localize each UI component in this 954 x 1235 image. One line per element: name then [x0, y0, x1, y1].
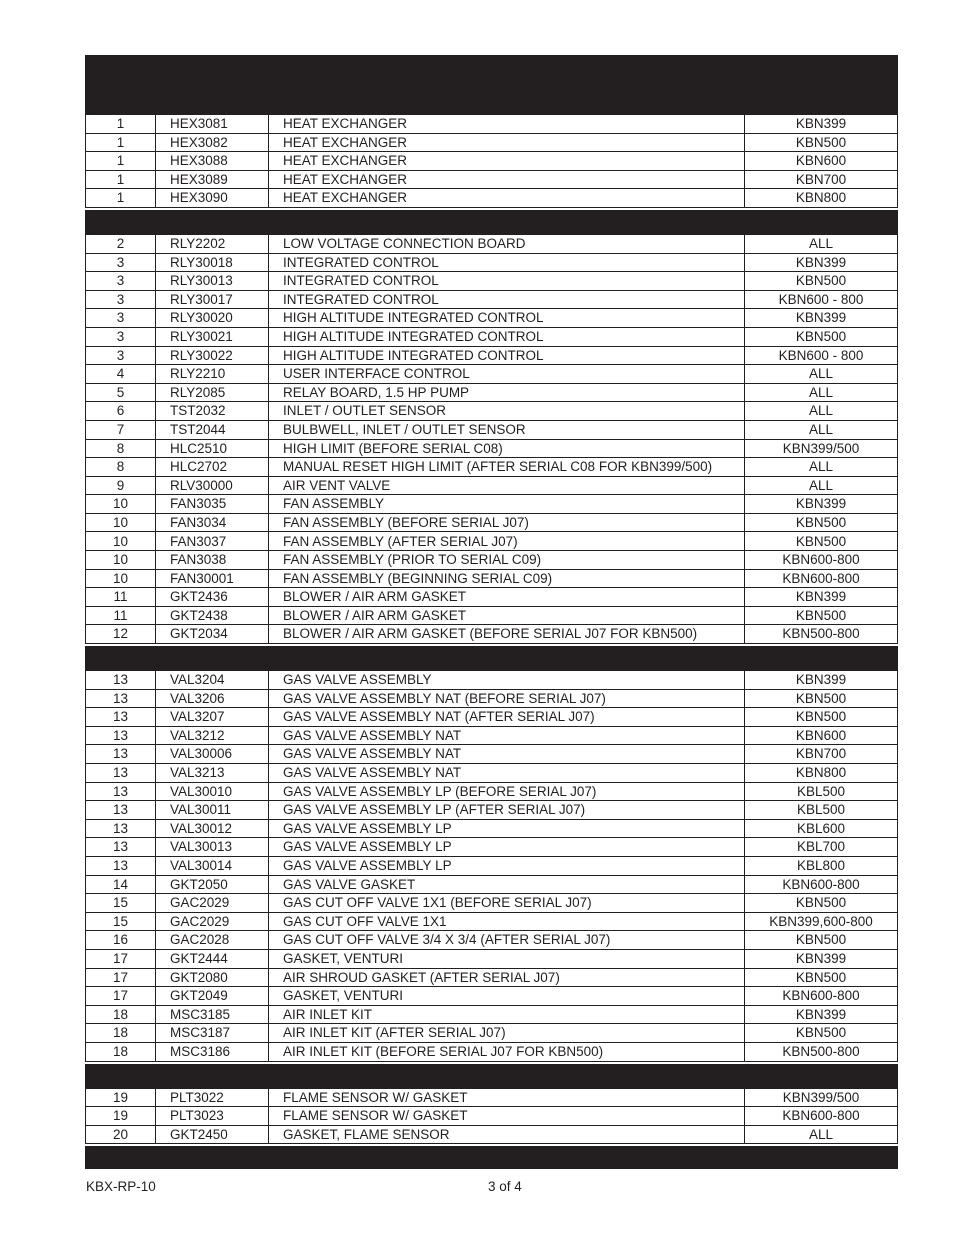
item-number-cell: 13: [86, 726, 156, 745]
model-cell: KBN700: [745, 745, 898, 764]
model-cell: KBN500: [745, 708, 898, 727]
table-row: [86, 327, 898, 346]
table-row: [86, 838, 898, 857]
item-number-cell: 3: [86, 309, 156, 328]
item-number-cell: 12: [86, 625, 156, 644]
item-number-cell: 3: [86, 290, 156, 309]
item-number-cell: 13: [86, 838, 156, 857]
model-cell: KBN399: [745, 495, 898, 514]
item-number-cell: 15: [86, 894, 156, 913]
part-number-cell: RLY2085: [156, 383, 269, 402]
table-row: [86, 1005, 898, 1024]
section-header-bar: [86, 91, 898, 115]
part-number-cell: VAL30013: [156, 838, 269, 857]
section-header-bar: [86, 1064, 898, 1088]
item-number-cell: 18: [86, 1042, 156, 1061]
item-number-cell: 13: [86, 801, 156, 820]
item-number-cell: 7: [86, 420, 156, 439]
table-row: [86, 764, 898, 783]
item-number-cell: 4: [86, 365, 156, 384]
model-cell: KBL600: [745, 819, 898, 838]
table-row: [86, 253, 898, 272]
item-number-cell: 16: [86, 931, 156, 950]
description-cell: HEAT EXCHANGER: [269, 189, 745, 208]
item-number-cell: 10: [86, 569, 156, 588]
part-number-cell: RLV30000: [156, 476, 269, 495]
part-number-cell: VAL30010: [156, 782, 269, 801]
model-cell: KBN500: [745, 133, 898, 152]
model-cell: KBN800: [745, 764, 898, 783]
table-row: [86, 875, 898, 894]
part-number-cell: VAL30014: [156, 856, 269, 875]
model-cell: KBN500: [745, 532, 898, 551]
item-number-cell: 10: [86, 495, 156, 514]
part-number-cell: HEX3088: [156, 152, 269, 171]
model-cell: KBN800: [745, 189, 898, 208]
model-cell: ALL: [745, 458, 898, 477]
description-cell: GAS VALVE ASSEMBLY LP: [269, 856, 745, 875]
description-cell: INTEGRATED CONTROL: [269, 290, 745, 309]
table-row: [86, 949, 898, 968]
description-cell: USER INTERFACE CONTROL: [269, 365, 745, 384]
item-number-cell: 8: [86, 458, 156, 477]
part-number-cell: TST2032: [156, 402, 269, 421]
page-number: 3 of 4: [488, 1179, 522, 1194]
part-number-cell: PLT3023: [156, 1107, 269, 1126]
description-cell: GAS VALVE ASSEMBLY LP: [269, 819, 745, 838]
model-cell: KBN600: [745, 152, 898, 171]
part-number-cell: HEX3082: [156, 133, 269, 152]
table-row: [86, 189, 898, 208]
table-row: [86, 726, 898, 745]
item-number-cell: 13: [86, 819, 156, 838]
part-number-cell: MSC3185: [156, 1005, 269, 1024]
description-cell: INTEGRATED CONTROL: [269, 253, 745, 272]
model-cell: KBL500: [745, 801, 898, 820]
table-row: [86, 439, 898, 458]
item-number-cell: 17: [86, 987, 156, 1006]
model-cell: KBN600-800: [745, 987, 898, 1006]
table-row: [86, 290, 898, 309]
description-cell: HEAT EXCHANGER: [269, 152, 745, 171]
part-number-cell: FAN3038: [156, 551, 269, 570]
item-number-cell: 6: [86, 402, 156, 421]
model-cell: KBN399/500: [745, 439, 898, 458]
part-number-cell: VAL3213: [156, 764, 269, 783]
description-cell: GAS CUT OFF VALVE 1X1 (BEFORE SERIAL J07): [269, 894, 745, 913]
description-cell: GASKET, VENTURI: [269, 949, 745, 968]
model-cell: KBN500: [745, 689, 898, 708]
model-cell: KBN500: [745, 327, 898, 346]
item-number-cell: 10: [86, 551, 156, 570]
model-cell: KBN600-800: [745, 875, 898, 894]
model-cell: ALL: [745, 383, 898, 402]
parts-list-table: [85, 55, 898, 1169]
table-row: [86, 133, 898, 152]
description-cell: GAS VALVE ASSEMBLY NAT: [269, 726, 745, 745]
item-number-cell: 1: [86, 133, 156, 152]
item-number-cell: 1: [86, 115, 156, 134]
model-cell: KBN399/500: [745, 1088, 898, 1107]
part-number-cell: RLY2210: [156, 365, 269, 384]
table-row: [86, 606, 898, 625]
item-number-cell: 15: [86, 912, 156, 931]
item-number-cell: 13: [86, 764, 156, 783]
item-number-cell: 3: [86, 327, 156, 346]
table-header-bar: [86, 56, 898, 91]
part-number-cell: MSC3186: [156, 1042, 269, 1061]
table-row: [86, 513, 898, 532]
item-number-cell: 2: [86, 234, 156, 253]
model-cell: KBN399: [745, 115, 898, 134]
model-cell: KBN600-800: [745, 569, 898, 588]
description-cell: GAS VALVE ASSEMBLY NAT (BEFORE SERIAL J07): [269, 689, 745, 708]
part-number-cell: GKT2438: [156, 606, 269, 625]
part-number-cell: HEX3089: [156, 170, 269, 189]
model-cell: KBN600 - 800: [745, 346, 898, 365]
table-row: [86, 495, 898, 514]
description-cell: BULBWELL, INLET / OUTLET SENSOR: [269, 420, 745, 439]
part-number-cell: TST2044: [156, 420, 269, 439]
description-cell: HIGH ALTITUDE INTEGRATED CONTROL: [269, 309, 745, 328]
table-row: [86, 968, 898, 987]
part-number-cell: HEX3090: [156, 189, 269, 208]
part-number-cell: GKT2436: [156, 588, 269, 607]
table-row: [86, 551, 898, 570]
section-header-bar: [86, 647, 898, 671]
part-number-cell: VAL30011: [156, 801, 269, 820]
table-row: [86, 931, 898, 950]
description-cell: AIR INLET KIT (AFTER SERIAL J07): [269, 1024, 745, 1043]
part-number-cell: VAL3206: [156, 689, 269, 708]
part-number-cell: GKT2049: [156, 987, 269, 1006]
item-number-cell: 13: [86, 782, 156, 801]
part-number-cell: FAN30001: [156, 569, 269, 588]
part-number-cell: RLY30017: [156, 290, 269, 309]
description-cell: FLAME SENSOR W/ GASKET: [269, 1107, 745, 1126]
item-number-cell: 20: [86, 1125, 156, 1144]
description-cell: FAN ASSEMBLY (AFTER SERIAL J07): [269, 532, 745, 551]
table-row: [86, 1125, 898, 1144]
table-footer-bar: [86, 1147, 898, 1169]
table-row: [86, 912, 898, 931]
part-number-cell: HLC2702: [156, 458, 269, 477]
model-cell: KBN500: [745, 606, 898, 625]
model-cell: KBL800: [745, 856, 898, 875]
description-cell: FAN ASSEMBLY: [269, 495, 745, 514]
part-number-cell: GKT2034: [156, 625, 269, 644]
part-number-cell: HLC2510: [156, 439, 269, 458]
description-cell: AIR INLET KIT (BEFORE SERIAL J07 FOR KBN500): [269, 1042, 745, 1061]
table-row: [86, 458, 898, 477]
table-row: [86, 346, 898, 365]
table-row: [86, 819, 898, 838]
model-cell: ALL: [745, 402, 898, 421]
description-cell: HIGH ALTITUDE INTEGRATED CONTROL: [269, 346, 745, 365]
item-number-cell: 13: [86, 671, 156, 690]
table-row: [86, 782, 898, 801]
part-number-cell: RLY30020: [156, 309, 269, 328]
item-number-cell: 11: [86, 606, 156, 625]
model-cell: KBN399,600-800: [745, 912, 898, 931]
model-cell: KBN399: [745, 309, 898, 328]
part-number-cell: HEX3081: [156, 115, 269, 134]
model-cell: KBN399: [745, 1005, 898, 1024]
model-cell: ALL: [745, 476, 898, 495]
model-cell: KBN500: [745, 1024, 898, 1043]
description-cell: BLOWER / AIR ARM GASKET (BEFORE SERIAL J07 FOR KBN500): [269, 625, 745, 644]
table-row: [86, 170, 898, 189]
description-cell: AIR SHROUD GASKET (AFTER SERIAL J07): [269, 968, 745, 987]
item-number-cell: 17: [86, 949, 156, 968]
table-row: [86, 152, 898, 171]
model-cell: KBN500: [745, 968, 898, 987]
table-row: [86, 894, 898, 913]
item-number-cell: 19: [86, 1088, 156, 1107]
section-header-bar: [86, 210, 898, 234]
part-number-cell: RLY2202: [156, 234, 269, 253]
part-number-cell: RLY30013: [156, 272, 269, 291]
part-number-cell: RLY30021: [156, 327, 269, 346]
item-number-cell: 11: [86, 588, 156, 607]
model-cell: ALL: [745, 234, 898, 253]
table-row: [86, 1024, 898, 1043]
description-cell: HIGH LIMIT (BEFORE SERIAL C08): [269, 439, 745, 458]
table-row: [86, 1107, 898, 1126]
item-number-cell: 18: [86, 1024, 156, 1043]
description-cell: FAN ASSEMBLY (PRIOR TO SERIAL C09): [269, 551, 745, 570]
description-cell: INTEGRATED CONTROL: [269, 272, 745, 291]
model-cell: KBN500: [745, 513, 898, 532]
description-cell: GAS VALVE ASSEMBLY: [269, 671, 745, 690]
model-cell: KBN600 - 800: [745, 290, 898, 309]
table-row: [86, 383, 898, 402]
table-row: [86, 365, 898, 384]
item-number-cell: 9: [86, 476, 156, 495]
part-number-cell: RLY30018: [156, 253, 269, 272]
model-cell: ALL: [745, 365, 898, 384]
description-cell: GAS VALVE ASSEMBLY LP: [269, 838, 745, 857]
model-cell: KBN399: [745, 253, 898, 272]
table-row: [86, 532, 898, 551]
item-number-cell: 18: [86, 1005, 156, 1024]
description-cell: HEAT EXCHANGER: [269, 133, 745, 152]
description-cell: MANUAL RESET HIGH LIMIT (AFTER SERIAL C08 FOR KBN399/500): [269, 458, 745, 477]
part-number-cell: FAN3035: [156, 495, 269, 514]
item-number-cell: 19: [86, 1107, 156, 1126]
table-row: [86, 856, 898, 875]
item-number-cell: 13: [86, 689, 156, 708]
description-cell: AIR VENT VALVE: [269, 476, 745, 495]
item-number-cell: 13: [86, 856, 156, 875]
model-cell: KBN399: [745, 949, 898, 968]
item-number-cell: 10: [86, 532, 156, 551]
description-cell: FAN ASSEMBLY (BEGINNING SERIAL C09): [269, 569, 745, 588]
table-row: [86, 1088, 898, 1107]
table-row: [86, 588, 898, 607]
part-number-cell: VAL3207: [156, 708, 269, 727]
model-cell: ALL: [745, 1125, 898, 1144]
description-cell: GAS VALVE ASSEMBLY LP (BEFORE SERIAL J07): [269, 782, 745, 801]
part-number-cell: GAC2029: [156, 912, 269, 931]
item-number-cell: 1: [86, 152, 156, 171]
model-cell: KBN500: [745, 272, 898, 291]
part-number-cell: VAL3204: [156, 671, 269, 690]
description-cell: BLOWER / AIR ARM GASKET: [269, 588, 745, 607]
table-row: [86, 801, 898, 820]
table-row: [86, 625, 898, 644]
model-cell: KBN500: [745, 931, 898, 950]
table-row: [86, 234, 898, 253]
model-cell: ALL: [745, 420, 898, 439]
description-cell: INLET / OUTLET SENSOR: [269, 402, 745, 421]
model-cell: KBN399: [745, 588, 898, 607]
model-cell: KBN600-800: [745, 551, 898, 570]
part-number-cell: VAL3212: [156, 726, 269, 745]
item-number-cell: 8: [86, 439, 156, 458]
item-number-cell: 14: [86, 875, 156, 894]
model-cell: KBL500: [745, 782, 898, 801]
part-number-cell: MSC3187: [156, 1024, 269, 1043]
table-row: [86, 987, 898, 1006]
item-number-cell: 13: [86, 745, 156, 764]
model-cell: KBL700: [745, 838, 898, 857]
description-cell: GASKET, FLAME SENSOR: [269, 1125, 745, 1144]
model-cell: KBN399: [745, 671, 898, 690]
table-row: [86, 272, 898, 291]
description-cell: GAS VALVE ASSEMBLY NAT (AFTER SERIAL J07): [269, 708, 745, 727]
model-cell: KBN500-800: [745, 625, 898, 644]
item-number-cell: 3: [86, 346, 156, 365]
table-row: [86, 115, 898, 134]
description-cell: LOW VOLTAGE CONNECTION BOARD: [269, 234, 745, 253]
table-row: [86, 420, 898, 439]
table-row: [86, 1042, 898, 1061]
item-number-cell: 5: [86, 383, 156, 402]
table-row: [86, 708, 898, 727]
model-cell: KBN500: [745, 894, 898, 913]
model-cell: KBN500-800: [745, 1042, 898, 1061]
part-number-cell: GAC2028: [156, 931, 269, 950]
item-number-cell: 10: [86, 513, 156, 532]
table-row: [86, 309, 898, 328]
part-number-cell: FAN3034: [156, 513, 269, 532]
table-row: [86, 671, 898, 690]
description-cell: GAS CUT OFF VALVE 3/4 X 3/4 (AFTER SERIAL J07): [269, 931, 745, 950]
description-cell: AIR INLET KIT: [269, 1005, 745, 1024]
description-cell: GASKET, VENTURI: [269, 987, 745, 1006]
part-number-cell: FAN3037: [156, 532, 269, 551]
description-cell: HIGH ALTITUDE INTEGRATED CONTROL: [269, 327, 745, 346]
description-cell: GAS VALVE ASSEMBLY LP (AFTER SERIAL J07): [269, 801, 745, 820]
item-number-cell: 3: [86, 253, 156, 272]
description-cell: FAN ASSEMBLY (BEFORE SERIAL J07): [269, 513, 745, 532]
table-row: [86, 476, 898, 495]
description-cell: GAS VALVE ASSEMBLY NAT: [269, 745, 745, 764]
item-number-cell: 1: [86, 189, 156, 208]
part-number-cell: GKT2444: [156, 949, 269, 968]
part-number-cell: PLT3022: [156, 1088, 269, 1107]
part-number-cell: GKT2450: [156, 1125, 269, 1144]
description-cell: HEAT EXCHANGER: [269, 170, 745, 189]
table-row: [86, 402, 898, 421]
description-cell: GAS VALVE ASSEMBLY NAT: [269, 764, 745, 783]
description-cell: GAS VALVE GASKET: [269, 875, 745, 894]
model-cell: KBN600-800: [745, 1107, 898, 1126]
description-cell: RELAY BOARD, 1.5 HP PUMP: [269, 383, 745, 402]
model-cell: KBN600: [745, 726, 898, 745]
document-id: KBX-RP-10: [86, 1179, 156, 1194]
table-row: [86, 689, 898, 708]
model-cell: KBN700: [745, 170, 898, 189]
item-number-cell: 1: [86, 170, 156, 189]
part-number-cell: RLY30022: [156, 346, 269, 365]
part-number-cell: GAC2029: [156, 894, 269, 913]
part-number-cell: VAL30006: [156, 745, 269, 764]
part-number-cell: VAL30012: [156, 819, 269, 838]
description-cell: HEAT EXCHANGER: [269, 115, 745, 134]
table-row: [86, 569, 898, 588]
item-number-cell: 3: [86, 272, 156, 291]
part-number-cell: GKT2050: [156, 875, 269, 894]
description-cell: FLAME SENSOR W/ GASKET: [269, 1088, 745, 1107]
description-cell: BLOWER / AIR ARM GASKET: [269, 606, 745, 625]
item-number-cell: 17: [86, 968, 156, 987]
table-row: [86, 745, 898, 764]
parts-list-body: [86, 56, 898, 1169]
description-cell: GAS CUT OFF VALVE 1X1: [269, 912, 745, 931]
item-number-cell: 13: [86, 708, 156, 727]
part-number-cell: GKT2080: [156, 968, 269, 987]
